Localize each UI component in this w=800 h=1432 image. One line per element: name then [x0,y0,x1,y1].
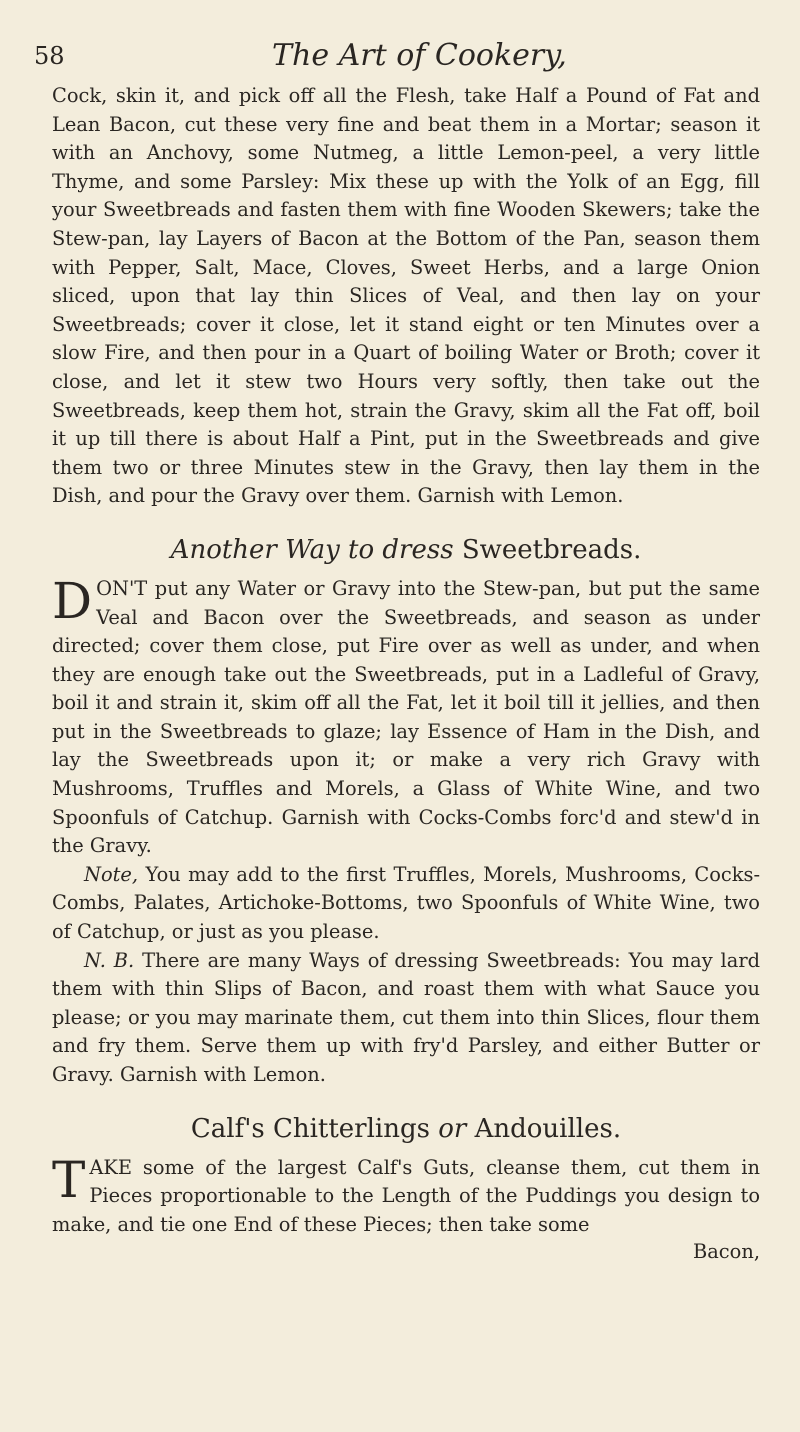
paragraph-body: AKE some of the largest Calf's Guts, cleanse them, cut them in Pieces proportionable to the Length of the Puddings you design to make, and tie one End of these Pieces; then take some [52,1155,760,1236]
paragraph-body: ON'T put any Water or Gravy into the Stew-pan, but put the same Veal and Bacon over the Sweetbreads, and season as under directed; cover them close, put Fire over as well as under, and when they are enough take out the Sweetbreads, put in a Ladleful of Gravy, boil it and strain it, skim off all the Fat, let it boil till it jellies, and then put in the Sweetbreads to glaze; lay Essence of Ham in the Dish, and lay the Sweetbreads upon it; or make a very rich Gravy with Mushrooms, Truffles and Morels, a Glass of White Wine, and two Spoonfuls of Catchup. Garnish with Cocks-Combs forc'd and stew'd in the Gravy. [52,576,760,858]
drop-cap-letter: D [52,571,93,630]
recipe-paragraph-sweetbreads-continued: Cock, skin it, and pick off all the Flesh, take Half a Pound of Fat and Lean Bacon, cut these very fine and beat them in a Mortar; season it with an Anchovy, some Nutmeg, a little Lemon-peel, a very little Thyme, and some Parsley: Mix these up with the Yolk of an Egg, fill your Sweetbreads and fasten them with fine Wooden Skewers; take the Stew-pan, lay Layers of Bacon at the Bottom of the Pan, season them with Pepper, Salt, Mace, Cloves, Sweet Herbs, and a large Onion sliced, upon that lay thin Slices of Veal, and then lay on your Sweetbreads; cover it close, let it stand eight or ten Minutes over a slow Fire, and then pour in a Quart of boiling Water or Broth; cover it close, and let it stew two Hours very softly, then take out the Sweetbreads, keep them hot, strain the Gravy, skim all the Fat off, boil it up till there is about Half a Pint, put in the Sweetbreads and give them two or three Minutes stew in the Gravy, then lay them in the Dish, and pour the Gravy over them. Garnish with Lemon. [52,84,760,508]
section-heading-chitterlings [52,1114,760,1144]
note-label: Note, [84,862,139,886]
catchword: Bacon, [693,1240,760,1264]
heading-roman-part: Sweetbreads. [461,534,642,565]
page-number: 58 [34,42,65,70]
note-body: You may add to the first Truffles, Morels, Mushrooms, Cocks-Combs, Palates, Artichoke-Bottoms, two Spoonfuls of White Wine, two of Catchup, or just as you please. [52,862,760,944]
section-heading-another-way [52,535,760,565]
nb-body: There are many Ways of dressing Sweetbreads: You may lard them with thin Slips of Bacon, and roast them with what Sauce you please; or you may marinate them, cut them into thin Slices, flour them and fry them. Serve them up with fry'd Parsley, and either Butter or Gravy. Garnish with Lemon. [52,948,760,1086]
nb-label: N. B. [84,948,135,972]
heading-italic-or: or [438,1113,467,1144]
heading-italic-part: Another Way to dress [170,534,454,565]
heading-roman-part-1: Calf's Chitterlings [190,1113,430,1144]
nb-paragraph [52,947,760,1090]
drop-cap-letter: T [52,1150,86,1209]
recipe-paragraph-chitterlings [52,1150,760,1240]
running-title: The Art of Cookery, [272,38,567,73]
recipe-paragraph-another-way [52,571,760,861]
note-paragraph [52,861,760,947]
heading-roman-part-2: Andouilles. [474,1113,622,1144]
page-header [34,38,760,82]
